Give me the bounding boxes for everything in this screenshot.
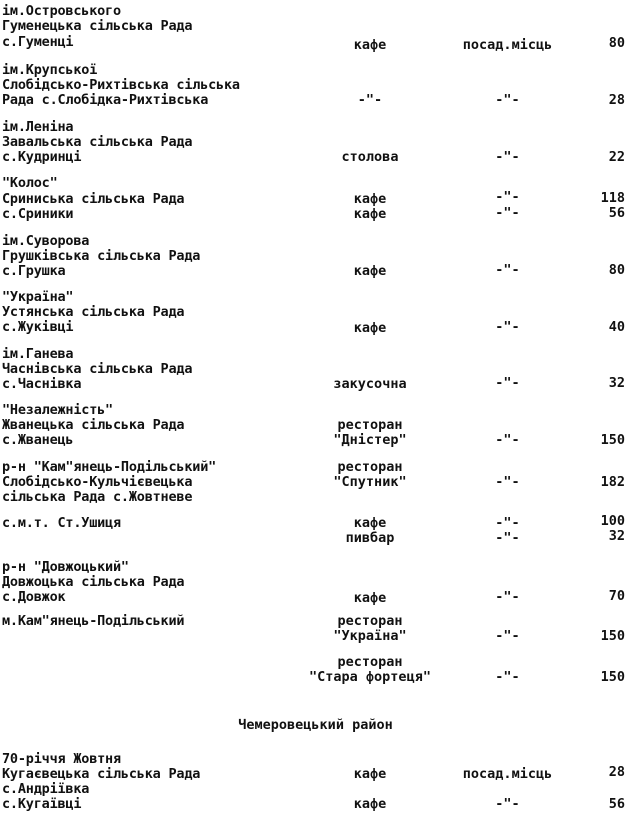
entry-line: с.Андріївка [2,781,90,797]
entry-line: Часнівська сільська Рада [2,361,193,377]
entry-line: с.Сриники [2,206,74,222]
entry-line: ім.Крупської [2,62,98,78]
establishment-type: ресторан [337,613,403,629]
establishment-type: столова [341,149,399,165]
unit-label: -"- [495,149,520,165]
unit-label: посад.місць [462,37,553,53]
establishment-name: "Україна" [333,628,407,644]
seat-count: 100 [600,513,625,529]
unit-label: -"- [495,589,520,605]
establishment-type: кафе [353,796,387,812]
entry-line: р-н "Кам"янець-Подільський" [2,459,217,475]
entry-line: Сриниська сільська Рада [2,191,185,207]
establishment-type: пивбар [345,530,395,546]
entry-line: "Незалежність" [2,402,113,418]
seat-count: 150 [600,669,625,685]
establishment-type: ресторан [337,654,403,670]
seat-count: 118 [600,190,625,206]
entry-line: Грушківська сільська Рада [2,248,201,264]
establishment-type: ресторан [337,459,403,475]
entry-line: р-н "Довжоцький" [2,559,129,575]
establishment-type: кафе [353,206,387,222]
entry-line: "Колос" [2,175,58,191]
entry-line: с.Довжок [2,589,66,605]
establishment-name: "Стара фортеця" [309,669,431,685]
establishment-type: кафе [353,766,387,782]
seat-count: 56 [608,796,625,812]
entry-line: с.Часнівка [2,376,82,392]
section-heading: Чемеровецький район [238,717,393,733]
entry-line: с.Жванець [2,432,74,448]
unit-label: -"- [495,319,520,335]
entry-line: "Україна" [2,289,74,305]
establishment-type: кафе [353,590,387,606]
seat-count: 32 [608,375,625,391]
seat-count: 28 [608,764,625,780]
unit-label: -"- [495,432,520,448]
unit-label: -"- [495,515,520,531]
unit-label: -"- [495,205,520,221]
unit-label: посад.місць [462,766,553,782]
seat-count: 22 [608,149,625,165]
entry-line: Кугаєвецька сільська Рада [2,766,201,782]
establishment-name: "Дністер" [333,432,407,448]
establishment-type: ресторан [337,417,403,433]
establishment-type: кафе [353,320,387,336]
unit-label: -"- [495,189,520,205]
establishment-type: кафе [353,515,387,531]
seat-count: 182 [600,474,625,490]
entry-line: с.Кудринці [2,149,82,165]
entry-line: с.Гуменці [2,34,74,50]
seat-count: 28 [608,92,625,108]
seat-count: 80 [608,35,625,51]
seat-count: 70 [608,588,625,604]
unit-label: -"- [495,474,520,490]
entry-line: ім.Суворова [2,233,90,249]
entry-line: Довжоцька сільська Рада [2,574,185,590]
seat-count: 32 [608,528,625,544]
entry-line: Гуменецька сільська Рада [2,18,193,34]
entry-line: Слобідсько-Рихтівська сільська [2,77,240,93]
entry-line: с.м.т. Ст.Ушиця [2,515,121,531]
unit-label: -"- [495,796,520,812]
seat-count: 80 [608,262,625,278]
entry-line: Рада с.Слобідка-Рихтівська [2,92,209,108]
entry-line: Устянська сільська Рада [2,304,185,320]
entry-line: ім.Ганева [2,346,74,362]
establishment-type: -"- [357,92,383,108]
unit-label: -"- [495,628,520,644]
unit-label: -"- [495,262,520,278]
entry-line: 70-річчя Жовтня [2,751,121,767]
seat-count: 150 [600,432,625,448]
entry-line: м.Кам"янець-Подільський [2,613,185,629]
establishment-name: "Спутник" [333,474,407,490]
establishment-type: кафе [353,263,387,279]
unit-label: -"- [495,669,520,685]
seat-count: 150 [600,628,625,644]
establishment-type: кафе [353,37,387,53]
entry-line: ім.Островського [2,3,121,19]
entry-line: с.Грушка [2,263,66,279]
entry-line: ім.Леніна [2,119,74,135]
unit-label: -"- [495,92,520,108]
establishment-type: закусочна [333,376,407,392]
unit-label: -"- [495,375,520,391]
entry-line: с.Кугаївці [2,796,82,812]
establishment-type: кафе [353,191,387,207]
unit-label: -"- [495,530,520,546]
entry-line: с.Жуківці [2,319,74,335]
entry-line: Завальська сільська Рада [2,134,193,150]
seat-count: 40 [608,319,625,335]
entry-line: сільська Рада с.Жовтневе [2,489,193,505]
entry-line: Слобідсько-Кульчієвецька [2,474,193,490]
entry-line: Жванецька сільська Рада [2,417,185,433]
seat-count: 56 [608,205,625,221]
